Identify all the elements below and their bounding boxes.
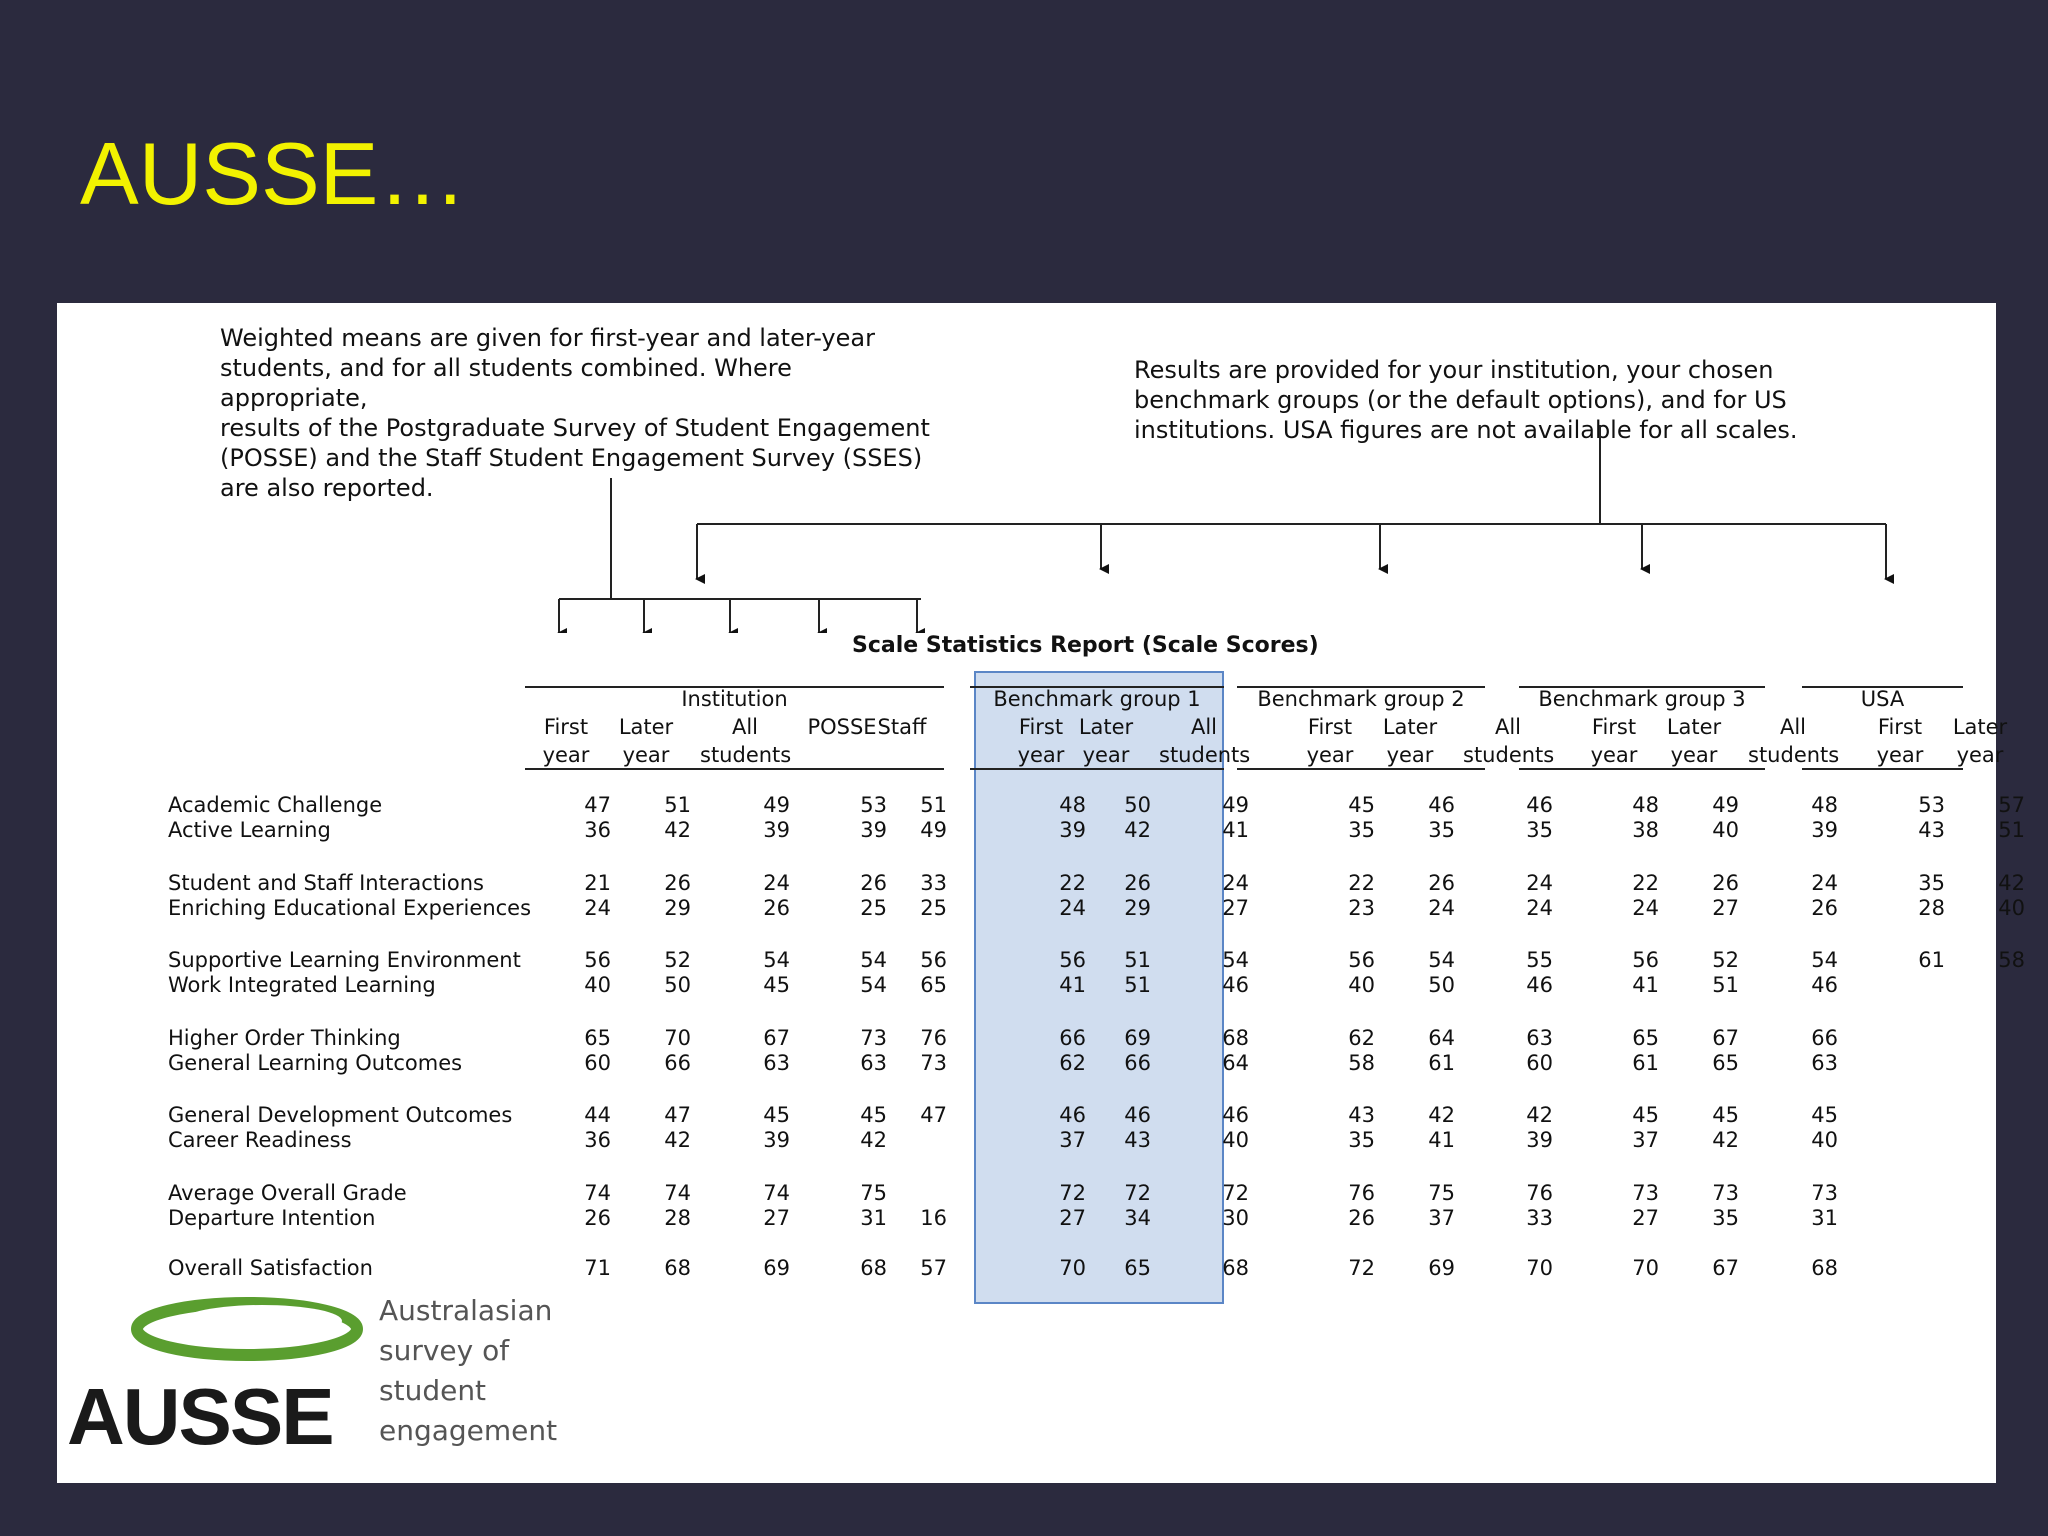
table-cell: 50 xyxy=(1428,973,1455,997)
table-cell: 69 xyxy=(1124,1026,1151,1050)
column-header: Later year xyxy=(1952,715,2008,767)
table-cell: 45 xyxy=(1348,793,1375,817)
table-cell: 45 xyxy=(1811,1103,1838,1127)
table-cell: 66 xyxy=(1811,1026,1838,1050)
table-cell: 25 xyxy=(860,896,887,920)
table-cell: 72 xyxy=(1222,1181,1249,1205)
table-cell: 47 xyxy=(584,793,611,817)
ausse-logo xyxy=(67,1291,567,1481)
table-cell: 62 xyxy=(1348,1026,1375,1050)
table-cell: 47 xyxy=(920,1103,947,1127)
column-header: First year xyxy=(542,715,590,767)
table-cell: 50 xyxy=(664,973,691,997)
table-cell: 42 xyxy=(1998,871,2025,895)
column-header: All students xyxy=(1159,715,1251,767)
table-cell: 42 xyxy=(1428,1103,1455,1127)
table-cell: 29 xyxy=(664,896,691,920)
table-cell: 34 xyxy=(1124,1206,1151,1230)
column-header: First year xyxy=(1590,715,1638,767)
table-cell: 24 xyxy=(763,871,790,895)
table-cell: 72 xyxy=(1348,1256,1375,1280)
report-title: Scale Statistics Report (Scale Scores) xyxy=(852,633,1319,658)
right-annotation: Results are provided for your institution, your chosen benchmark groups (or the default options), and for US institutions. USA figures are not available for all scales. xyxy=(1134,356,1798,444)
column-header: All students xyxy=(1748,715,1840,767)
table-cell: 56 xyxy=(1348,948,1375,972)
table-cell: 49 xyxy=(1222,793,1249,817)
table-cell: 54 xyxy=(1428,948,1455,972)
table-cell: 46 xyxy=(1811,973,1838,997)
annotation-arrows xyxy=(57,303,1996,633)
table-cell: 24 xyxy=(1428,896,1455,920)
report-image-panel xyxy=(57,303,2025,1483)
table-cell: 74 xyxy=(763,1181,790,1205)
row-label: Academic Challenge xyxy=(168,793,383,817)
table-cell: 70 xyxy=(1059,1256,1086,1280)
table-cell: 49 xyxy=(763,793,790,817)
table-cell: 69 xyxy=(763,1256,790,1280)
slide-title: AUSSE… xyxy=(80,124,467,223)
table-cell: 63 xyxy=(1811,1051,1838,1075)
table-cell: 51 xyxy=(1712,973,1739,997)
table-cell: 22 xyxy=(1059,871,1086,895)
header-rule xyxy=(1802,768,1963,770)
table-cell: 66 xyxy=(1059,1026,1086,1050)
table-cell: 39 xyxy=(1526,1128,1553,1152)
group-header: Institution xyxy=(681,687,788,711)
table-cell: 26 xyxy=(664,871,691,895)
table-cell: 31 xyxy=(1811,1206,1838,1230)
table-cell: 33 xyxy=(1526,1206,1553,1230)
table-cell: 39 xyxy=(1811,818,1838,842)
table-cell: 43 xyxy=(1918,818,1945,842)
column-header: Later year xyxy=(618,715,674,767)
table-cell: 24 xyxy=(1811,871,1838,895)
table-cell: 58 xyxy=(1348,1051,1375,1075)
table-cell: 72 xyxy=(1059,1181,1086,1205)
table-cell: 53 xyxy=(1918,793,1945,817)
table-cell: 51 xyxy=(664,793,691,817)
table-cell: 26 xyxy=(763,896,790,920)
table-cell: 61 xyxy=(1918,948,1945,972)
table-cell: 46 xyxy=(1526,793,1553,817)
group-header: USA xyxy=(1860,687,1905,711)
header-rule xyxy=(1519,768,1765,770)
table-cell: 46 xyxy=(1428,793,1455,817)
table-cell: 40 xyxy=(1348,973,1375,997)
table-cell: 50 xyxy=(1124,793,1151,817)
column-header: Later year xyxy=(1666,715,1722,767)
table-cell: 40 xyxy=(1222,1128,1249,1152)
table-cell: 41 xyxy=(1632,973,1659,997)
table-cell: 26 xyxy=(860,871,887,895)
table-cell: 75 xyxy=(860,1181,887,1205)
table-cell: 26 xyxy=(1811,896,1838,920)
table-cell: 63 xyxy=(763,1051,790,1075)
table-cell: 33 xyxy=(920,871,947,895)
table-cell: 42 xyxy=(860,1128,887,1152)
row-label: Average Overall Grade xyxy=(168,1181,407,1205)
table-cell: 43 xyxy=(1348,1103,1375,1127)
table-cell: 51 xyxy=(1998,818,2025,842)
table-cell: 51 xyxy=(920,793,947,817)
row-label: Work Integrated Learning xyxy=(168,973,436,997)
table-cell: 62 xyxy=(1059,1051,1086,1075)
table-cell: 41 xyxy=(1428,1128,1455,1152)
table-cell: 63 xyxy=(1526,1026,1553,1050)
table-cell: 42 xyxy=(664,1128,691,1152)
table-cell: 66 xyxy=(664,1051,691,1075)
row-label: Supportive Learning Environment xyxy=(168,948,521,972)
table-cell: 68 xyxy=(860,1256,887,1280)
table-cell: 51 xyxy=(1124,948,1151,972)
table-cell: 64 xyxy=(1428,1026,1455,1050)
table-cell: 43 xyxy=(1124,1128,1151,1152)
table-cell: 41 xyxy=(1059,973,1086,997)
table-cell: 39 xyxy=(763,1128,790,1152)
table-cell: 60 xyxy=(584,1051,611,1075)
column-header: All students xyxy=(700,715,792,767)
column-header: Staff xyxy=(877,715,927,739)
table-cell: 75 xyxy=(1428,1181,1455,1205)
table-cell: 36 xyxy=(584,818,611,842)
row-label: Student and Staff Interactions xyxy=(168,871,484,895)
table-cell: 28 xyxy=(1918,896,1945,920)
table-cell: 21 xyxy=(584,871,611,895)
table-cell: 69 xyxy=(1428,1256,1455,1280)
table-cell: 40 xyxy=(1998,896,2025,920)
row-label: Active Learning xyxy=(168,818,331,842)
table-cell: 45 xyxy=(1632,1103,1659,1127)
table-cell: 24 xyxy=(584,896,611,920)
table-cell: 24 xyxy=(1059,896,1086,920)
table-cell: 22 xyxy=(1632,871,1659,895)
table-cell: 26 xyxy=(584,1206,611,1230)
table-cell: 27 xyxy=(1222,896,1249,920)
table-cell: 72 xyxy=(1124,1181,1151,1205)
table-cell: 56 xyxy=(1059,948,1086,972)
table-cell: 68 xyxy=(1222,1026,1249,1050)
table-cell: 49 xyxy=(1712,793,1739,817)
table-cell: 73 xyxy=(860,1026,887,1050)
group-header: Benchmark group 3 xyxy=(1538,687,1746,711)
table-cell: 35 xyxy=(1348,1128,1375,1152)
table-cell: 35 xyxy=(1428,818,1455,842)
header-rule xyxy=(970,768,1224,770)
row-label: General Development Outcomes xyxy=(168,1103,513,1127)
table-cell: 22 xyxy=(1348,871,1375,895)
table-cell: 73 xyxy=(1632,1181,1659,1205)
table-cell: 35 xyxy=(1348,818,1375,842)
left-annotation: Weighted means are given for first-year and later-year students, and for all students combined. Where appropriate, results of the Postgraduate Survey of Student Engagement (POSSE) and the Staff Student Engagement Survey (SSES) are also reported. xyxy=(220,324,930,502)
table-cell: 46 xyxy=(1526,973,1553,997)
table-cell: 27 xyxy=(1632,1206,1659,1230)
table-cell: 60 xyxy=(1526,1051,1553,1075)
table-cell: 68 xyxy=(1811,1256,1838,1280)
table-cell: 31 xyxy=(860,1206,887,1230)
table-cell: 26 xyxy=(1712,871,1739,895)
table-cell: 55 xyxy=(1526,948,1553,972)
table-cell: 76 xyxy=(920,1026,947,1050)
table-cell: 42 xyxy=(1526,1103,1553,1127)
table-cell: 67 xyxy=(763,1026,790,1050)
table-cell: 27 xyxy=(763,1206,790,1230)
row-label: Career Readiness xyxy=(168,1128,352,1152)
table-cell: 57 xyxy=(1998,793,2025,817)
table-cell: 53 xyxy=(860,793,887,817)
table-cell: 36 xyxy=(584,1128,611,1152)
table-cell: 56 xyxy=(584,948,611,972)
column-header: All students xyxy=(1463,715,1555,767)
table-cell: 45 xyxy=(860,1103,887,1127)
table-cell: 52 xyxy=(664,948,691,972)
table-cell: 24 xyxy=(1632,896,1659,920)
table-cell: 38 xyxy=(1632,818,1659,842)
table-cell: 58 xyxy=(1998,948,2025,972)
header-rule xyxy=(1237,768,1485,770)
table-cell: 27 xyxy=(1059,1206,1086,1230)
table-cell: 30 xyxy=(1222,1206,1249,1230)
table-cell: 25 xyxy=(920,896,947,920)
table-cell: 40 xyxy=(1811,1128,1838,1152)
table-cell: 35 xyxy=(1918,871,1945,895)
table-cell: 70 xyxy=(664,1026,691,1050)
table-cell: 46 xyxy=(1222,1103,1249,1127)
logo-swoosh-icon xyxy=(127,1291,377,1371)
table-cell: 73 xyxy=(1811,1181,1838,1205)
table-cell: 61 xyxy=(1632,1051,1659,1075)
table-cell: 26 xyxy=(1428,871,1455,895)
table-cell: 27 xyxy=(1712,896,1739,920)
table-cell: 54 xyxy=(860,948,887,972)
table-cell: 48 xyxy=(1632,793,1659,817)
table-cell: 52 xyxy=(1712,948,1739,972)
table-cell: 57 xyxy=(920,1256,947,1280)
table-cell: 39 xyxy=(860,818,887,842)
table-cell: 37 xyxy=(1428,1206,1455,1230)
table-cell: 67 xyxy=(1712,1026,1739,1050)
column-header: Later year xyxy=(1078,715,1134,767)
header-rule xyxy=(525,768,944,770)
table-cell: 61 xyxy=(1428,1051,1455,1075)
table-cell: 16 xyxy=(920,1206,947,1230)
table-cell: 70 xyxy=(1632,1256,1659,1280)
logo-wordmark: AUSSE xyxy=(67,1372,333,1461)
table-cell: 44 xyxy=(584,1103,611,1127)
table-cell: 76 xyxy=(1348,1181,1375,1205)
table-cell: 73 xyxy=(1712,1181,1739,1205)
table-cell: 40 xyxy=(1712,818,1739,842)
table-cell: 65 xyxy=(920,973,947,997)
table-cell: 56 xyxy=(920,948,947,972)
table-cell: 24 xyxy=(1526,871,1553,895)
table-cell: 37 xyxy=(1632,1128,1659,1152)
table-cell: 68 xyxy=(1222,1256,1249,1280)
table-cell: 67 xyxy=(1712,1256,1739,1280)
table-cell: 35 xyxy=(1712,1206,1739,1230)
table-cell: 39 xyxy=(763,818,790,842)
group-header: Benchmark group 1 xyxy=(993,687,1201,711)
table-cell: 70 xyxy=(1526,1256,1553,1280)
table-cell: 48 xyxy=(1059,793,1086,817)
column-header: POSSE xyxy=(807,715,877,739)
table-cell: 74 xyxy=(664,1181,691,1205)
table-cell: 28 xyxy=(664,1206,691,1230)
table-cell: 51 xyxy=(1124,973,1151,997)
table-cell: 54 xyxy=(1811,948,1838,972)
table-cell: 76 xyxy=(1526,1181,1553,1205)
table-cell: 71 xyxy=(584,1256,611,1280)
column-header: First year xyxy=(1876,715,1924,767)
table-cell: 42 xyxy=(1124,818,1151,842)
table-cell: 42 xyxy=(1712,1128,1739,1152)
table-cell: 48 xyxy=(1811,793,1838,817)
table-cell: 45 xyxy=(763,1103,790,1127)
row-label: Overall Satisfaction xyxy=(168,1256,373,1280)
logo-tagline: Australasian survey of student engagement xyxy=(379,1294,558,1447)
table-cell: 40 xyxy=(584,973,611,997)
row-label: Departure Intention xyxy=(168,1206,376,1230)
table-cell: 68 xyxy=(664,1256,691,1280)
table-cell: 65 xyxy=(1124,1256,1151,1280)
table-cell: 46 xyxy=(1059,1103,1086,1127)
row-label: General Learning Outcomes xyxy=(168,1051,463,1075)
table-cell: 29 xyxy=(1124,896,1151,920)
table-cell: 73 xyxy=(920,1051,947,1075)
column-header: First year xyxy=(1017,715,1065,767)
table-cell: 54 xyxy=(860,973,887,997)
table-cell: 26 xyxy=(1124,871,1151,895)
row-label: Enriching Educational Experiences xyxy=(168,896,532,920)
table-cell: 56 xyxy=(1632,948,1659,972)
table-cell: 45 xyxy=(1712,1103,1739,1127)
table-cell: 45 xyxy=(763,973,790,997)
table-cell: 46 xyxy=(1222,973,1249,997)
table-cell: 23 xyxy=(1348,896,1375,920)
table-cell: 26 xyxy=(1348,1206,1375,1230)
table-cell: 24 xyxy=(1526,896,1553,920)
table-cell: 65 xyxy=(1712,1051,1739,1075)
table-cell: 74 xyxy=(584,1181,611,1205)
table-cell: 42 xyxy=(664,818,691,842)
table-cell: 63 xyxy=(860,1051,887,1075)
table-cell: 66 xyxy=(1124,1051,1151,1075)
column-header: First year xyxy=(1306,715,1354,767)
table-cell: 64 xyxy=(1222,1051,1249,1075)
table-cell: 47 xyxy=(664,1103,691,1127)
row-label: Higher Order Thinking xyxy=(168,1026,401,1050)
table-cell: 54 xyxy=(1222,948,1249,972)
table-cell: 65 xyxy=(584,1026,611,1050)
column-header: Later year xyxy=(1382,715,1438,767)
table-cell: 49 xyxy=(920,818,947,842)
table-cell: 65 xyxy=(1632,1026,1659,1050)
table-cell: 54 xyxy=(763,948,790,972)
table-cell: 41 xyxy=(1222,818,1249,842)
table-cell: 35 xyxy=(1526,818,1553,842)
table-cell: 24 xyxy=(1222,871,1249,895)
group-header: Benchmark group 2 xyxy=(1257,687,1465,711)
table-cell: 39 xyxy=(1059,818,1086,842)
table-cell: 37 xyxy=(1059,1128,1086,1152)
table-cell: 46 xyxy=(1124,1103,1151,1127)
